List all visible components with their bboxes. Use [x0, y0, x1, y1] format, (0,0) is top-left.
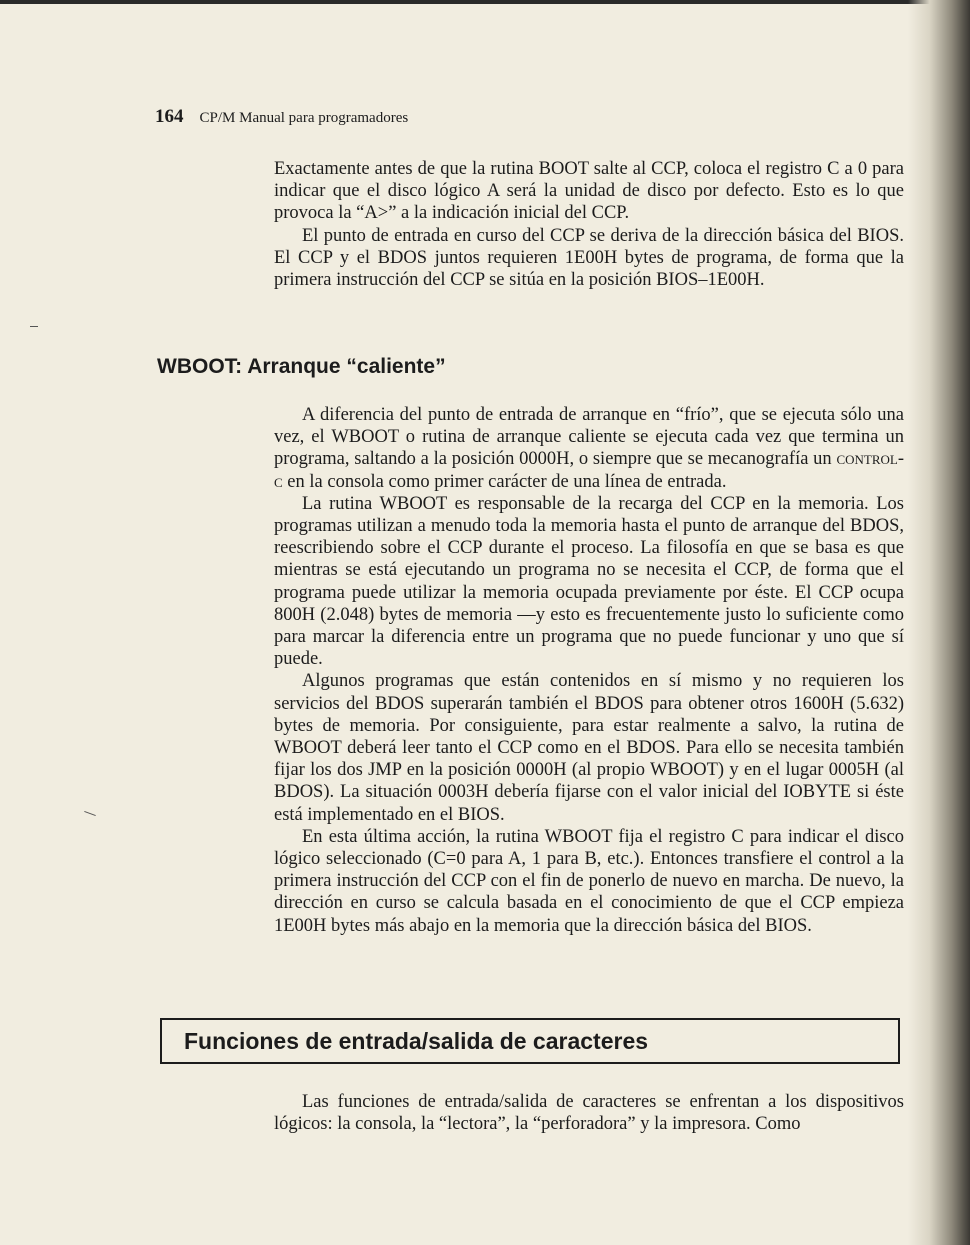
intro-text [274, 158, 904, 291]
book-spine-shadow [908, 0, 970, 1245]
paragraph: Algunos programas que están contenidos en sí mismo y no requieren los servicios del BDOS superarán también el BDOS para obtener otros 1600H (5.632) bytes de memoria. Por consiguiente, para estar realmente a salvo, la rutina de WBOOT deberá leer tanto el CCP como en el BDOS. Para ello se necesita también fijar los dos JMP en la posición 0000H (al propio WBOOT) y en el lugar 0005H (al BDOS). La situación 0003H debería fijarse con el valor inicial del IOBYTE si éste está implementado en el BIOS. [274, 671, 904, 825]
paragraph-text: A diferencia del punto de entrada de arranque en “frío”, que se ejecuta sólo una vez, el WBOOT o rutina de arranque caliente se ejecuta cada vez que termina un programa, saltando a la posición 0000H, o siempre que se mecanografía un [274, 405, 904, 470]
char-io-text [274, 1091, 904, 1135]
page-header [155, 106, 408, 128]
running-title: CP/M Manual para programadores [199, 110, 409, 126]
paragraph: En esta última acción, la rutina WBOOT fija el registro C para indicar el disco lógico seleccionado (C=0 para A, 1 para B, etc.). Entonces transfiere el control a la primera instrucción del CCP con el fin de ponerlo de nuevo en marcha. De nuevo, la dirección en curso se calcula basada en el conocimiento de que el CCP empieza 1E00H bytes más abajo en la memoria que la dirección básica del BIOS. [274, 826, 904, 936]
control-c-keyword: control-c [274, 449, 904, 492]
wboot-text [274, 404, 904, 937]
paragraph [274, 404, 904, 493]
paragraph: Exactamente antes de que la rutina BOOT salte al CCP, coloca el registro C a 0 para indicar que el disco lógico A será la unidad de disco por defecto. Esto es lo que provoca la “A>” a la indicación inicial del CCP. [274, 159, 904, 224]
paragraph-text: en la consola como primer carácter de una línea de entrada. [282, 471, 727, 492]
page-number: 164 [155, 106, 184, 127]
paragraph: El punto de entrada en curso del CCP se deriva de la dirección básica del BIOS. El CCP y el BDOS juntos requieren 1E00H bytes de programa, de forma que la primera instrucción del CCP se sitúa en la posición BIOS–1E00H. [274, 225, 904, 291]
margin-mark [84, 811, 96, 816]
section-heading-wboot: WBOOT: Arranque “caliente” [157, 355, 446, 378]
section-heading-char-io: Funciones de entrada/salida de caracteres [160, 1018, 900, 1064]
margin-mark [30, 326, 38, 327]
paragraph: La rutina WBOOT es responsable de la recarga del CCP en la memoria. Los programas utilizan a menudo toda la memoria hasta el punto de arranque del BDOS, reescribiendo sobre el CCP durante el proceso. La filosofía en que se basa es que mientras se está ejecutando un programa no se necesita el CCP, de forma que el programa puede utilizar la memoria ocupada previamente por éste. El CCP ocupa 800H (2.048) bytes de memoria —y esto es frecuentemente justo lo suficiente como para marcar la diferencia entre un programa que no puede funcionar y uno que sí puede. [274, 493, 904, 670]
paragraph: Las funciones de entrada/salida de caracteres se enfrentan a los dispositivos lógicos: la consola, la “lectora”, la “perforadora” y la impresora. Como [274, 1092, 904, 1135]
page-top-edge [0, 0, 970, 4]
